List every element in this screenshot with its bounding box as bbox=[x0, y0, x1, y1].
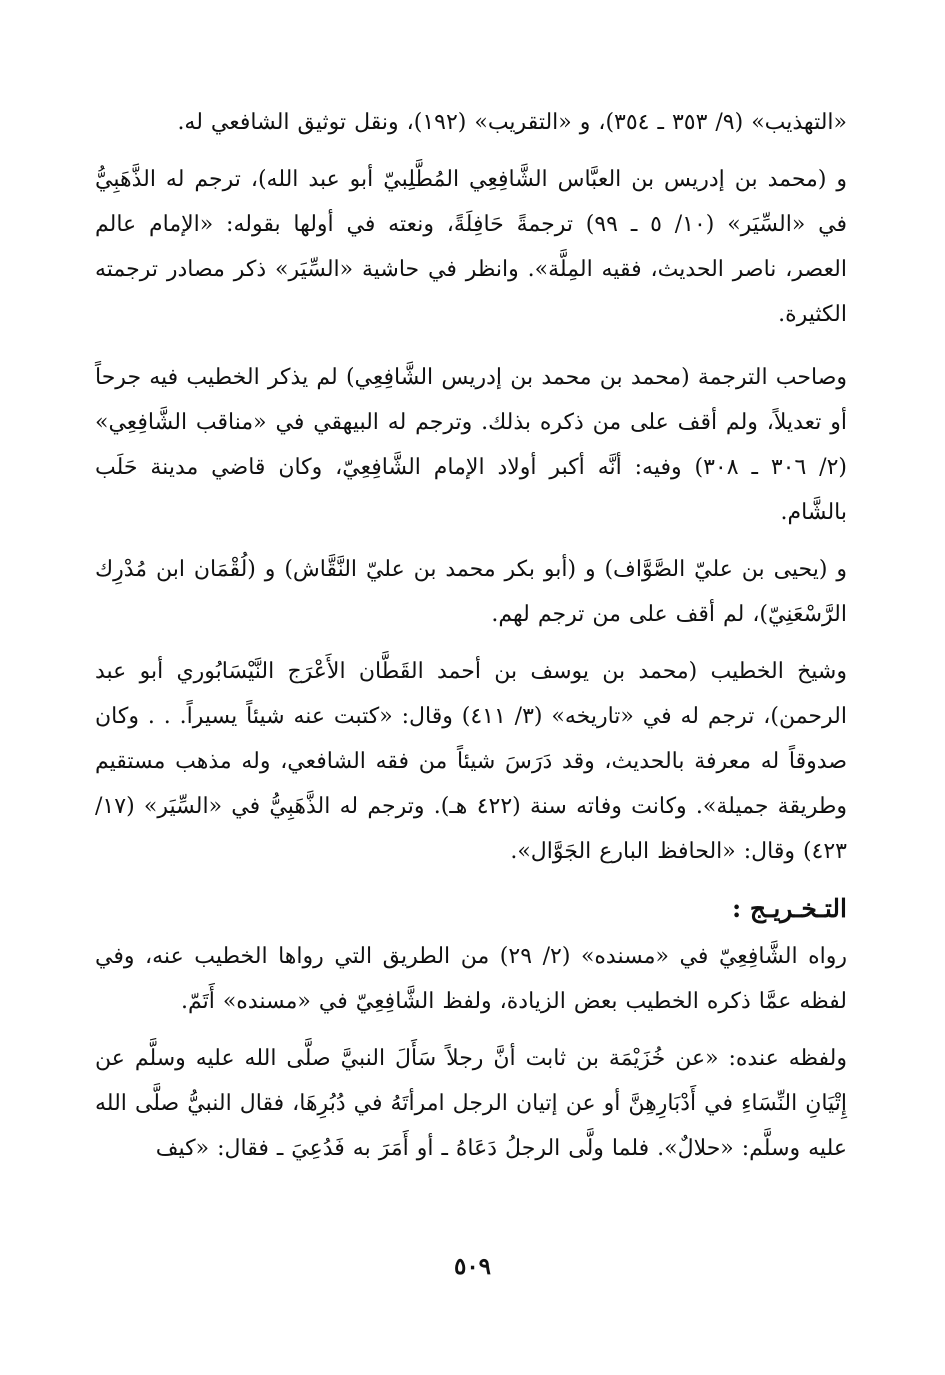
spacer bbox=[95, 145, 847, 157]
paragraph-subject-of-translation: وصاحب الترجمة (محمد بن محمد بن إدريس الشَّافِعِي) لم يذكر الخطيب فيه جرحاً أو تعديلاً، ولم أقف على من ذكره بذلك. وترجم له البيهقي في «مناقب الشَّافِعِي» (٢/ ٣٠٦ ـ ٣٠٨) وفيه: أنَّه أكبر أولاد الإمام الشَّافِعِيّ، وكان قاضي مدينة حَلَب بالشَّام. bbox=[95, 365, 848, 525]
paragraph-khatib-sheikh: وشيخ الخطيب (محمد بن يوسف بن أحمد القَطَّان الأَعْرَج النَّيْسَابُوري أبو عبد الرحمن)، ترجم له في «تاريخه» (٣/ ٤١١) وقال: «كتبت عنه شيئاً يسيراً. . . وكان صدوقاً له معرفة بالحديث، وقد دَرَسَ شيئاً من فقه الشافعي، وله مذهب مستقيم وطريقة جميلة». وكانت وفاته سنة (٤٢٢ هـ). وترجم له الذَّهَبِيُّ في «السِّيَر» (١٧/ ٤٢٣) وقال: «الحافظ البارع الجَوَّال». bbox=[95, 659, 848, 864]
paragraph-hadith-text: ولفظه عنده: «عن خُزَيْمَة بن ثابت أنَّ رجلاً سَأَلَ النبيَّ صلَّى الله عليه وسلَّم عن إِتْيَانِ النِّسَاءِ في أَدْبَارِهِنَّ أو عن إتيان الرجل امرأتَهُ في دُبُرِهَا، فقال النبيُّ صلَّى الله عليه وسلَّم: «حلالٌ». فلما ولَّى الرجلُ دَعَاهُ ـ أو أَمَرَ به فَدُعِيَ ـ فقال: «كيف bbox=[95, 1046, 847, 1161]
spacer bbox=[95, 637, 847, 649]
section-heading-takhrij: التـخـريـج : bbox=[731, 894, 847, 923]
spacer bbox=[95, 337, 847, 355]
page-number: ٥٠٩ bbox=[453, 1253, 492, 1280]
spacer bbox=[95, 1024, 847, 1036]
paragraph-shafii-biography: و (محمد بن إدريس بن العبَّاس الشَّافِعِي المُطَّلِبيّ أبو عبد الله)، ترجم له الذَّهَبِيُّ في «السِّيَر» (١٠/ ٥ ـ ٩٩) ترجمةً حَافِلَةً، ونعته في أولها بقوله: «الإمام عالم العصر، ناصر الحديث، فقيه المِلَّة». وانظر في حاشية «السِّيَر» ذكر مصادر ترجمته الكثيرة. bbox=[95, 167, 848, 327]
paragraph-takhrij-source: رواه الشَّافِعِيّ في «مسنده» (٢/ ٢٩) من الطريق التي رواها الخطيب عنه، وفي لفظه عمَّا ذكره الخطيب بعض الزيادة، ولفظ الشَّافِعِيّ في «مسنده» أَتَمّ. bbox=[95, 944, 848, 1014]
spacer bbox=[95, 535, 847, 547]
paragraph-unknown-narrators: و (يحيى بن عليّ الصَّوَّاف) و (أبو بكر محمد بن عليّ النَّقَّاش) و (لُقْمَان ابن مُدْرِك الرَّسْعَنِيّ)، لم أقف على من ترجم لهم. bbox=[95, 557, 847, 627]
page-body bbox=[95, 100, 847, 1171]
paragraph-tahdhib-reference: «التهذيب» (٩/ ٣٥٣ ـ ٣٥٤)، و «التقريب» (١٩٢)، ونقل توثيق الشافعي له. bbox=[177, 110, 847, 135]
